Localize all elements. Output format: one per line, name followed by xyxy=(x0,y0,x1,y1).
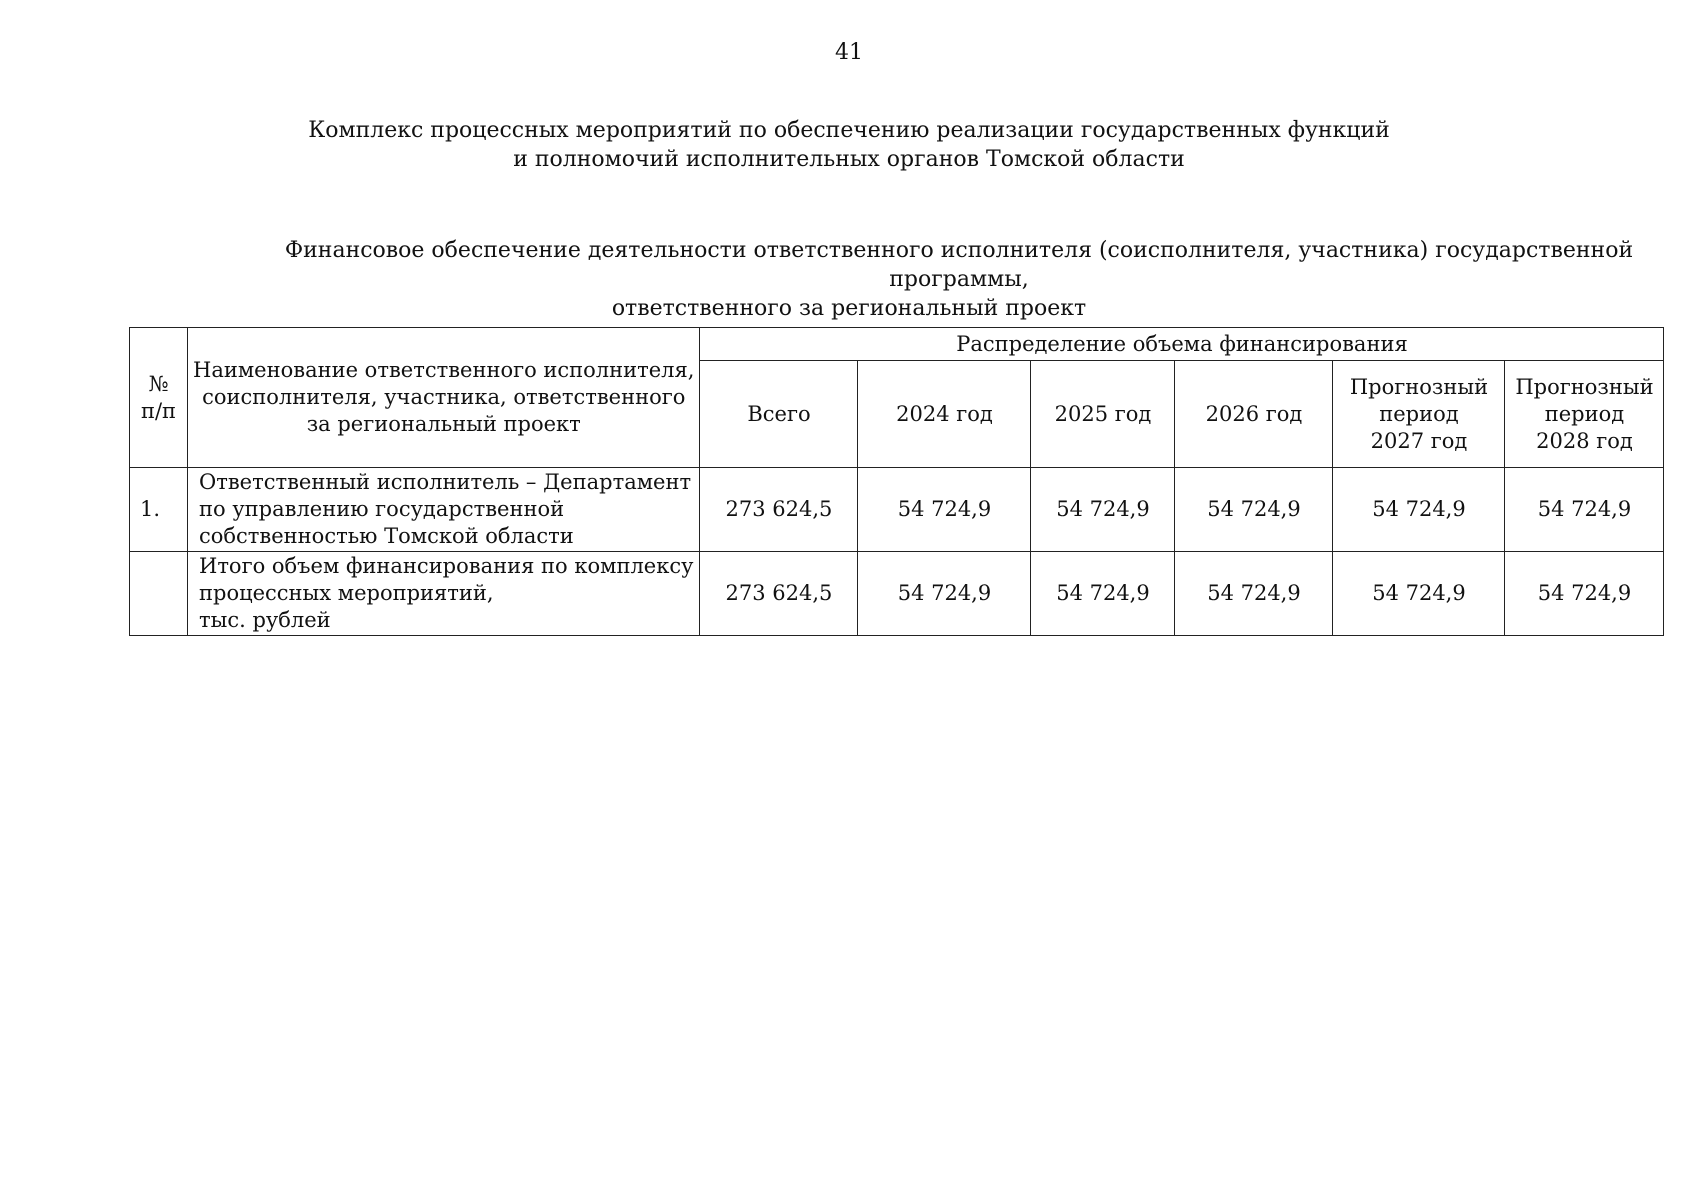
row-2027: 54 724,9 xyxy=(1333,468,1505,552)
total-row-name xyxy=(188,552,700,636)
header-name-line-3: за региональный проект xyxy=(306,412,581,436)
total-row-num xyxy=(130,552,188,636)
header-year-2028-line-1: Прогнозный xyxy=(1515,374,1654,399)
header-row-top xyxy=(130,328,1664,361)
row-2025: 54 724,9 xyxy=(1031,468,1175,552)
row-name xyxy=(188,468,700,552)
total-row-total: 273 624,5 xyxy=(700,552,858,636)
total-row-2026: 54 724,9 xyxy=(1175,552,1333,636)
header-name-line-2: соисполнителя, участника, ответственного xyxy=(202,385,686,409)
row-name-line-1: Ответственный исполнитель – Департамент xyxy=(199,470,692,494)
finance-title xyxy=(0,236,1698,323)
total-row-2028: 54 724,9 xyxy=(1505,552,1664,636)
header-year-2026: 2026 год xyxy=(1175,361,1333,468)
header-num-line-2: п/п xyxy=(140,398,177,423)
finance-title-line-1: Финансовое обеспечение деятельности ответственного исполнителя (соисполнителя, участника) государственной программы, xyxy=(284,238,1634,292)
total-row-name-line-1: Итого объем финансирования по комплексу xyxy=(199,554,694,578)
header-year-2028 xyxy=(1505,361,1664,468)
total-row-name-line-2: процессных мероприятий, xyxy=(199,581,494,605)
row-2028: 54 724,9 xyxy=(1505,468,1664,552)
row-name-line-2: по управлению государственной xyxy=(199,497,565,521)
total-row-name-line-3: тыс. рублей xyxy=(199,608,331,632)
finance-title-line-2: ответственного за региональный проект xyxy=(611,296,1087,321)
header-year-2027-line-3: 2027 год xyxy=(1370,428,1468,453)
page-number: 41 xyxy=(835,40,863,65)
total-row-2027: 54 724,9 xyxy=(1333,552,1505,636)
header-num xyxy=(130,328,188,468)
row-name-line-3: собственностью Томской области xyxy=(199,524,574,548)
financing-table xyxy=(129,327,1664,636)
financing-table-wrapper xyxy=(129,327,1664,636)
row-total: 273 624,5 xyxy=(700,468,858,552)
header-year-2027-line-2: период xyxy=(1379,401,1459,426)
header-year-2025: 2025 год xyxy=(1031,361,1175,468)
row-2024: 54 724,9 xyxy=(858,468,1031,552)
header-year-2027 xyxy=(1333,361,1505,468)
complex-title-line-2: и полномочий исполнительных органов Томской области xyxy=(513,147,1185,172)
header-name-line-1: Наименование ответственного исполнителя, xyxy=(193,358,695,382)
header-year-2028-line-2: период xyxy=(1544,401,1625,426)
header-year-2024: 2024 год xyxy=(858,361,1031,468)
row-num: 1. xyxy=(130,468,188,552)
header-num-line-1: № xyxy=(148,371,169,396)
complex-title-line-1: Комплекс процессных мероприятий по обеспечению реализации государственных функций xyxy=(308,118,1390,143)
header-total: Всего xyxy=(700,361,858,468)
header-year-2028-line-3: 2028 год xyxy=(1536,428,1633,453)
table-row xyxy=(130,468,1664,552)
complex-title xyxy=(0,116,1698,174)
total-row-2024: 54 724,9 xyxy=(858,552,1031,636)
table-row-total xyxy=(130,552,1664,636)
header-year-2027-line-1: Прогнозный xyxy=(1349,374,1489,399)
header-distribution: Распределение объема финансирования xyxy=(700,328,1664,361)
row-2026: 54 724,9 xyxy=(1175,468,1333,552)
total-row-2025: 54 724,9 xyxy=(1031,552,1175,636)
header-name xyxy=(188,328,700,468)
